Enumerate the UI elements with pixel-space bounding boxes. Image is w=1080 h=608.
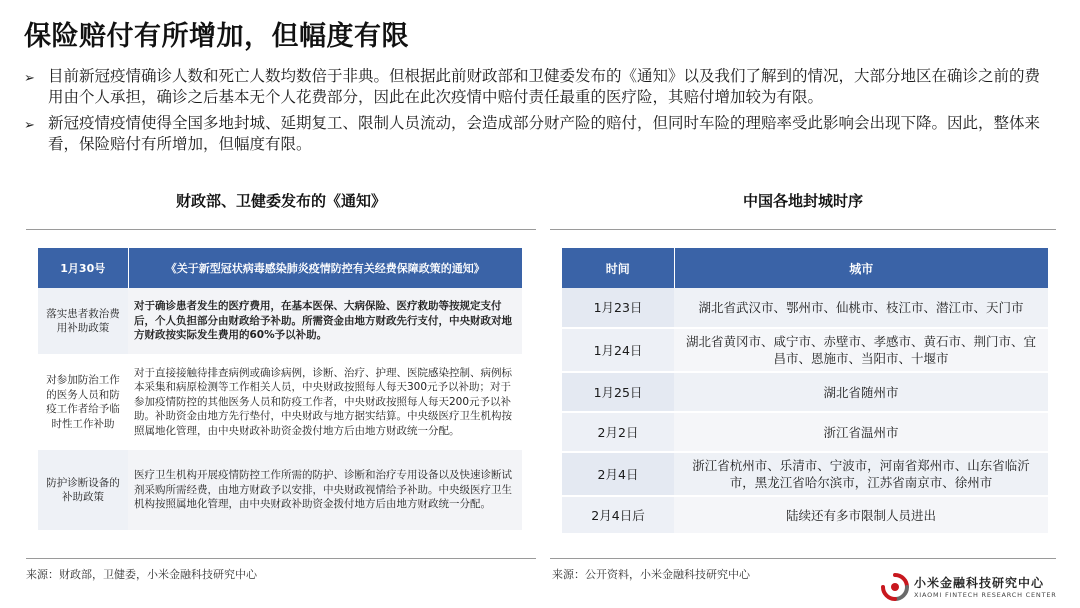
logo-name-cn: 小米金融科技研究中心 <box>914 576 1045 590</box>
table-row <box>562 412 1048 452</box>
bullet-text: 新冠疫情疫情使得全国多地封城、延期复工、限制人员流动，会造成部分财产险的赔付，但同时车险的理赔率受此影响会出现下降。因此，整体来看，保险赔付有所增加，但幅度有限。 <box>48 114 1041 153</box>
arrow-bullet-icon: ➢ <box>24 71 35 86</box>
left-top-rule <box>26 229 536 230</box>
left-bottom-rule <box>26 558 536 559</box>
policy-label: 落实患者救治费用补助政策 <box>38 288 128 354</box>
bullet-text: 目前新冠疫情确诊人数和死亡人数均数倍于非典。但根据此前财政部和卫健委发布的《通知》以及我们了解到的情况，大部分地区在确诊之前的费用由个人承担，确诊之后基本无个人花费部分，因此在此次疫情中赔付责任最重的医疗险，其赔付增加较为有限。 <box>48 67 1041 106</box>
right-bottom-rule <box>550 558 1056 559</box>
table-row <box>562 496 1048 534</box>
bullet-item <box>24 113 1054 155</box>
policy-label: 对参加防治工作的医务人员和防疫工作者给予临时性工作补助 <box>38 354 128 450</box>
lockdown-date: 1月23日 <box>562 288 674 328</box>
table-row <box>562 328 1048 372</box>
table-row <box>38 288 522 354</box>
lockdown-cities: 浙江省杭州市、乐清市、宁波市，河南省郑州市、山东省临沂市，黑龙江省哈尔滨市，江苏省南京市、徐州市 <box>674 452 1048 496</box>
policy-content: 对于直接接触待排查病例或确诊病例，诊断、治疗、护理、医院感染控制、病例标本采集和病原检测等工作相关人员，中央财政按照每人每天300元予以补助；对于参加疫情防控的其他医务人员和防疫工作者，中央财政按照每人每天200元予以补助。补助资金由地方先行垫付，中央财政与地方据实结算。中央级医疗卫生机构按照属地化管理，由中央财政补助资金拨付地方后由地方财政统一分配。 <box>128 354 522 450</box>
bullet-list <box>24 66 1054 160</box>
lockdown-table-header <box>562 248 1048 288</box>
lockdown-table <box>562 248 1048 535</box>
right-section-heading: 中国各地封城时序 <box>742 192 863 210</box>
lockdown-cities: 陆续还有多市限制人员进出 <box>674 496 1048 534</box>
notice-title-header: 《关于新型冠状病毒感染肺炎疫情防控有关经费保障政策的通知》 <box>128 248 522 288</box>
lockdown-date: 1月24日 <box>562 328 674 372</box>
table-row <box>562 452 1048 496</box>
xiaomi-fintech-logo-icon <box>880 572 910 602</box>
page-title: 保险赔付有所增加，但幅度有限 <box>24 21 409 52</box>
lockdown-date: 1月25日 <box>562 372 674 412</box>
left-section-heading: 财政部、卫健委发布的《通知》 <box>175 192 386 210</box>
logo-name-en: XIAOMI FINTECH RESEARCH CENTER <box>914 591 1057 599</box>
notice-table-header <box>38 248 522 288</box>
city-header: 城市 <box>674 248 1048 288</box>
lockdown-cities: 湖北省黄冈市、咸宁市、赤壁市、孝感市、黄石市、荆门市、宜昌市、恩施市、当阳市、十堰市 <box>674 328 1048 372</box>
policy-label: 防护诊断设备的补助政策 <box>38 450 128 530</box>
right-source-note: 来源：公开资料，小米金融科技研究中心 <box>552 568 750 581</box>
table-row <box>562 372 1048 412</box>
lockdown-cities: 湖北省随州市 <box>674 372 1048 412</box>
lockdown-date: 2月2日 <box>562 412 674 452</box>
right-top-rule <box>550 229 1056 230</box>
bullet-item <box>24 66 1054 108</box>
lockdown-date: 2月4日后 <box>562 496 674 534</box>
policy-content: 对于确诊患者发生的医疗费用，在基本医保、大病保险、医疗救助等按规定支付后，个人负担部分由财政给予补助。所需资金由地方财政先行支付，中央财政对地方财政按实际发生费用的60%予以补助。 <box>128 288 522 354</box>
arrow-bullet-icon: ➢ <box>24 118 35 133</box>
left-source-note: 来源：财政部，卫健委，小米金融科技研究中心 <box>26 568 257 581</box>
lockdown-cities: 浙江省温州市 <box>674 412 1048 452</box>
table-row <box>562 288 1048 328</box>
brand-logo <box>880 572 1070 604</box>
notice-date-header: 1月30号 <box>38 248 128 288</box>
table-row <box>38 450 522 530</box>
policy-content: 医疗卫生机构开展疫情防控工作所需的防护、诊断和治疗专用设备以及快速诊断试剂采购所需经费，由地方财政予以安排，中央财政视情给予补助。中央级医疗卫生机构按照属地化管理，由中央财政补助资金拨付地方后由地方财政统一分配。 <box>128 450 522 530</box>
lockdown-cities: 湖北省武汉市、鄂州市、仙桃市、枝江市、潜江市、天门市 <box>674 288 1048 328</box>
notice-table <box>38 248 522 530</box>
lockdown-date: 2月4日 <box>562 452 674 496</box>
table-row <box>38 354 522 450</box>
time-header: 时间 <box>562 248 674 288</box>
